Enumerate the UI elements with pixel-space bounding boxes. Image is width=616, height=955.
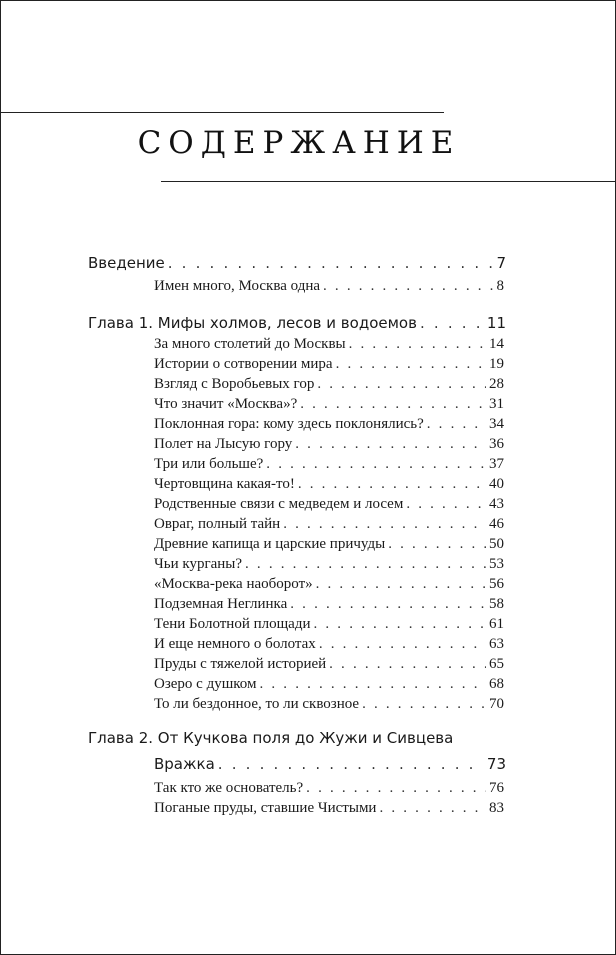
toc-entry-title: Подземная Неглинка (154, 596, 288, 612)
toc-entry[interactable] (154, 336, 504, 353)
toc-entry[interactable] (154, 456, 504, 473)
title-underline-rule (161, 181, 616, 182)
toc-entry-title: Древние капища и царские причуды (154, 536, 386, 552)
toc-leader-dots (420, 314, 484, 332)
toc-entry-page: 58 (489, 596, 504, 612)
toc-entry-title: Поганые пруды, ставшие Чистыми (154, 800, 377, 816)
toc-entry[interactable] (154, 676, 504, 693)
toc-entry-page: 68 (489, 676, 504, 692)
toc-entry[interactable] (154, 396, 504, 413)
toc-entry-chapter-2[interactable] (154, 755, 506, 773)
toc-leader-dots (427, 416, 486, 433)
toc-entry-page: 65 (489, 656, 504, 672)
toc-entry-page: 73 (486, 755, 506, 773)
toc-entry-title: Поклонная гора: кому здесь поклонялись? (154, 416, 424, 432)
toc-entry-page: 61 (489, 616, 504, 632)
toc-entry-title: Овраг, полный тайн (154, 516, 281, 532)
toc-leader-dots (300, 396, 486, 413)
toc-leader-dots (317, 376, 486, 393)
toc-entry-page: 31 (489, 396, 504, 412)
toc-entry-page: 83 (489, 800, 504, 816)
toc-entry-title: Три или больше? (154, 456, 264, 472)
toc-entry-page: 53 (489, 556, 504, 572)
toc-entry-page: 70 (489, 696, 504, 712)
toc-entry[interactable] (154, 436, 504, 453)
toc-leader-dots (290, 596, 486, 613)
toc-entry-title: За много столетий до Москвы (154, 336, 346, 352)
toc-entry-title: То ли бездонное, то ли сквозное (154, 696, 360, 712)
toc-entry[interactable] (154, 278, 504, 295)
toc-entry[interactable] (154, 800, 504, 817)
toc-entry[interactable] (154, 696, 504, 713)
toc-entry[interactable] (154, 656, 504, 673)
toc-leader-dots (388, 536, 486, 553)
toc-leader-dots (306, 780, 486, 797)
toc-entry-title: Так кто же основатель? (154, 780, 304, 796)
toc-entry-title: Чертовщина какая-то! (154, 476, 295, 492)
toc-entry-page: 28 (489, 376, 504, 392)
toc-leader-dots (379, 800, 486, 817)
toc-entry[interactable] (154, 536, 504, 553)
toc-leader-dots (245, 556, 486, 573)
toc-entry[interactable] (154, 780, 504, 797)
toc-entry-title: Имен много, Москва одна (154, 278, 321, 294)
toc-entry-title: Родственные связи с медведем и лосем (154, 496, 404, 512)
toc-entry-page: 43 (489, 496, 504, 512)
toc-entry-page: 36 (489, 436, 504, 452)
toc-entry-page: 34 (489, 416, 504, 432)
toc-leader-dots (283, 516, 486, 533)
toc-entry-title: Введение (88, 254, 165, 272)
toc-leader-dots (260, 676, 487, 693)
toc-leader-dots (314, 616, 487, 633)
toc-entry-page: 56 (489, 576, 504, 592)
toc-leader-dots (336, 356, 486, 373)
toc-entry-title: Полет на Лысую гору (154, 436, 293, 452)
toc-leader-dots (295, 436, 486, 453)
toc-leader-dots (218, 755, 484, 773)
toc-entry-page: 14 (489, 336, 504, 352)
toc-entry[interactable] (154, 376, 504, 393)
toc-entry-page: 76 (489, 780, 504, 796)
toc-leader-dots (319, 636, 486, 653)
toc-entry-page: 19 (489, 356, 504, 372)
toc-entry-page: 8 (496, 278, 504, 294)
toc-entry-title: Пруды с тяжелой историей (154, 656, 327, 672)
toc-leader-dots (406, 496, 486, 513)
toc-entry-page: 11 (486, 314, 506, 332)
toc-entry[interactable] (154, 576, 504, 593)
toc-leader-dots (362, 696, 486, 713)
toc-entry[interactable] (154, 496, 504, 513)
toc-entry-title: Взгляд с Воробьевых гор (154, 376, 315, 392)
toc-entry-page: 7 (496, 254, 506, 272)
toc-entry-title: Истории о сотворении мира (154, 356, 333, 372)
toc-entry[interactable] (154, 616, 504, 633)
toc-entry[interactable] (154, 596, 504, 613)
toc-entry[interactable] (154, 476, 504, 493)
toc-entry-page: 50 (489, 536, 504, 552)
toc-entry-introduction[interactable] (88, 254, 506, 272)
toc-entry-title: Тени Болотной площади (154, 616, 311, 632)
toc-entry-title: Глава 1. Мифы холмов, лесов и водоемов (88, 314, 417, 332)
toc-entry-page: 46 (489, 516, 504, 532)
toc-entry-page: 40 (489, 476, 504, 492)
toc-entry-chapter-2-line1[interactable]: Глава 2. От Кучкова поля до Жужи и Сивцева (88, 729, 454, 747)
toc-entry-chapter-1[interactable] (88, 314, 506, 332)
toc-entry-title: Вражка (154, 755, 215, 773)
toc-entry-title: Что значит «Москва»? (154, 396, 298, 412)
page-title: СОДЕРЖАНИЕ (137, 125, 461, 161)
toc-entry[interactable] (154, 556, 504, 573)
toc-entry[interactable] (154, 356, 504, 373)
toc-leader-dots (323, 278, 493, 295)
toc-leader-dots (349, 336, 486, 353)
toc-leader-dots (266, 456, 486, 473)
toc-entry-title: И еще немного о болотах (154, 636, 316, 652)
toc-leader-dots (329, 656, 486, 673)
top-rule (1, 112, 444, 113)
toc-leader-dots (298, 476, 486, 493)
toc-entry[interactable] (154, 636, 504, 653)
toc-entry[interactable] (154, 416, 504, 433)
toc-entry-title: Озеро с душком (154, 676, 257, 692)
toc-entry-title: «Москва-река наоборот» (154, 576, 313, 592)
toc-entry-title: Чьи курганы? (154, 556, 243, 572)
toc-entry[interactable] (154, 516, 504, 533)
toc-leader-dots (168, 254, 494, 272)
toc-entry-page: 63 (489, 636, 504, 652)
toc-entry-page: 37 (489, 456, 504, 472)
toc-leader-dots (316, 576, 486, 593)
